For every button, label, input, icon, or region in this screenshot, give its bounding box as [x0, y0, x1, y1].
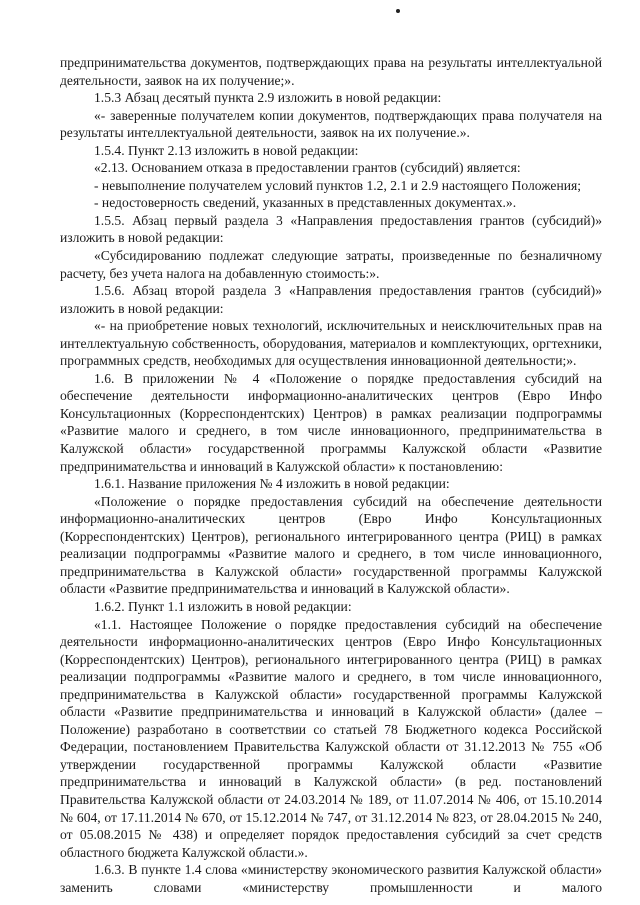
paragraph: 1.5.4. Пункт 2.13 изложить в новой редакции:: [94, 142, 359, 158]
paragraph: - невыполнение получателем условий пунктов 1.2, 2.1 и 2.9 настоящего Положения;: [94, 177, 582, 193]
paragraph: 1.5.5. Абзац первый раздела 3 «Направления предоставления грантов (субсидий)» изложить в новой редакции:: [60, 212, 602, 246]
paragraph: «1.1. Настоящее Положение о порядке предоставления субсидий на обеспечение деятельности информационно-аналитических центров (Евро Инфо Консультационных (Корреспондентских) Центров), регионального интегрированного центра (РИЦ) в рамках реализации подпрограммы «Развитие малого и среднего, в том числе инновационного, предпринимательства в Калужской области» государственной программы Калужской области «Развитие предпринимательства и инноваций в Калужской области» (далее – Положение) разработано в соответствии со статьей 78 Бюджетного кодекса Российской Федерации, постановлением Правительства Калужской области от 31.12.2013 № 755 «Об утверждении государственной программы Калужской области «Развитие предпринимательства и инноваций в Калужской области» (в ред. постановлений Правительства Калужской области от 24.03.2014 № 189, от 11.07.2014 № 406, от 15.10.2014 № 604, от 17.11.2014 № 670, от 15.12.2014 № 747, от 31.12.2014 № 823, от 28.04.2015 № 240, от 05.08.2015 № 438) и определяет порядок предоставления субсидий за счет средств областного бюджета Калужской области.».: [60, 616, 602, 860]
paragraph: «- на приобретение новых технологий, исключительных и неисключительных прав на интеллектуальную собственность, оборудования, материалов и комплектующих, оргтехники, программных средств, необходимых для осуществления инновационной деятельности;».: [60, 318, 602, 369]
paragraph: 1.6.3. В пункте 1.4 слова «министерству экономического развития Калужской области» заменить словами «министерству промышленности и малого: [60, 862, 602, 895]
paragraph: «2.13. Основанием отказа в предоставлении грантов (субсидий) является:: [94, 160, 521, 176]
page-mark-dot: [396, 9, 400, 13]
paragraph: - недостоверность сведений, указанных в представленных документах.».: [94, 195, 517, 211]
paragraph: «Положение о порядке предоставления субсидий на обеспечение деятельности информационно-аналитических центров (Евро Инфо Консультационных (Корреспондентских) Центров), регионального интегрированного центра (РИЦ) в рамках реализации подпрограммы «Развитие малого и среднего, в том числе инновационного, предпринимательства в Калужской области» государственной программы Калужской области «Развитие предпринимательства и инноваций в Калужской области».: [60, 493, 602, 597]
paragraph: «- заверенные получателем копии документов, подтверждающих права получателя на результаты интеллектуальной деятельности, заявок на их получение.».: [60, 107, 602, 141]
document-page: [60, 54, 602, 896]
paragraph: 1.5.3 Абзац десятый пункта 2.9 изложить в новой редакции:: [94, 90, 442, 106]
paragraph: 1.6.2. Пункт 1.1 изложить в новой редакции:: [94, 598, 352, 614]
paragraph: «Субсидированию подлежат следующие затраты, произведенные по безналичному расчету, без учета налога на добавленную стоимость:».: [60, 248, 602, 281]
paragraph: 1.5.6. Абзац второй раздела 3 «Направления предоставления грантов (субсидий)» изложить в новой редакции:: [60, 283, 602, 316]
paragraph: предпринимательства документов, подтверждающих права на результаты интеллектуальной деятельности, заявок на их получение;».: [60, 55, 602, 88]
paragraph: 1.6.1. Название приложения № 4 изложить в новой редакции:: [94, 476, 450, 492]
paragraph: 1.6. В приложении № 4 «Положение о порядке предоставления субсидий на обеспечение деятельности информационно-аналитических центров (Евро Инфо Консультационных (Корреспондентских) Центров) в рамках реализации подпрограммы «Развитие малого и среднего, в том числе инновационного, предпринимательства в Калужской области» государственной программы Калужской области «Развитие предпринимательства и инноваций в Калужской области» к постановлению:: [60, 370, 602, 474]
